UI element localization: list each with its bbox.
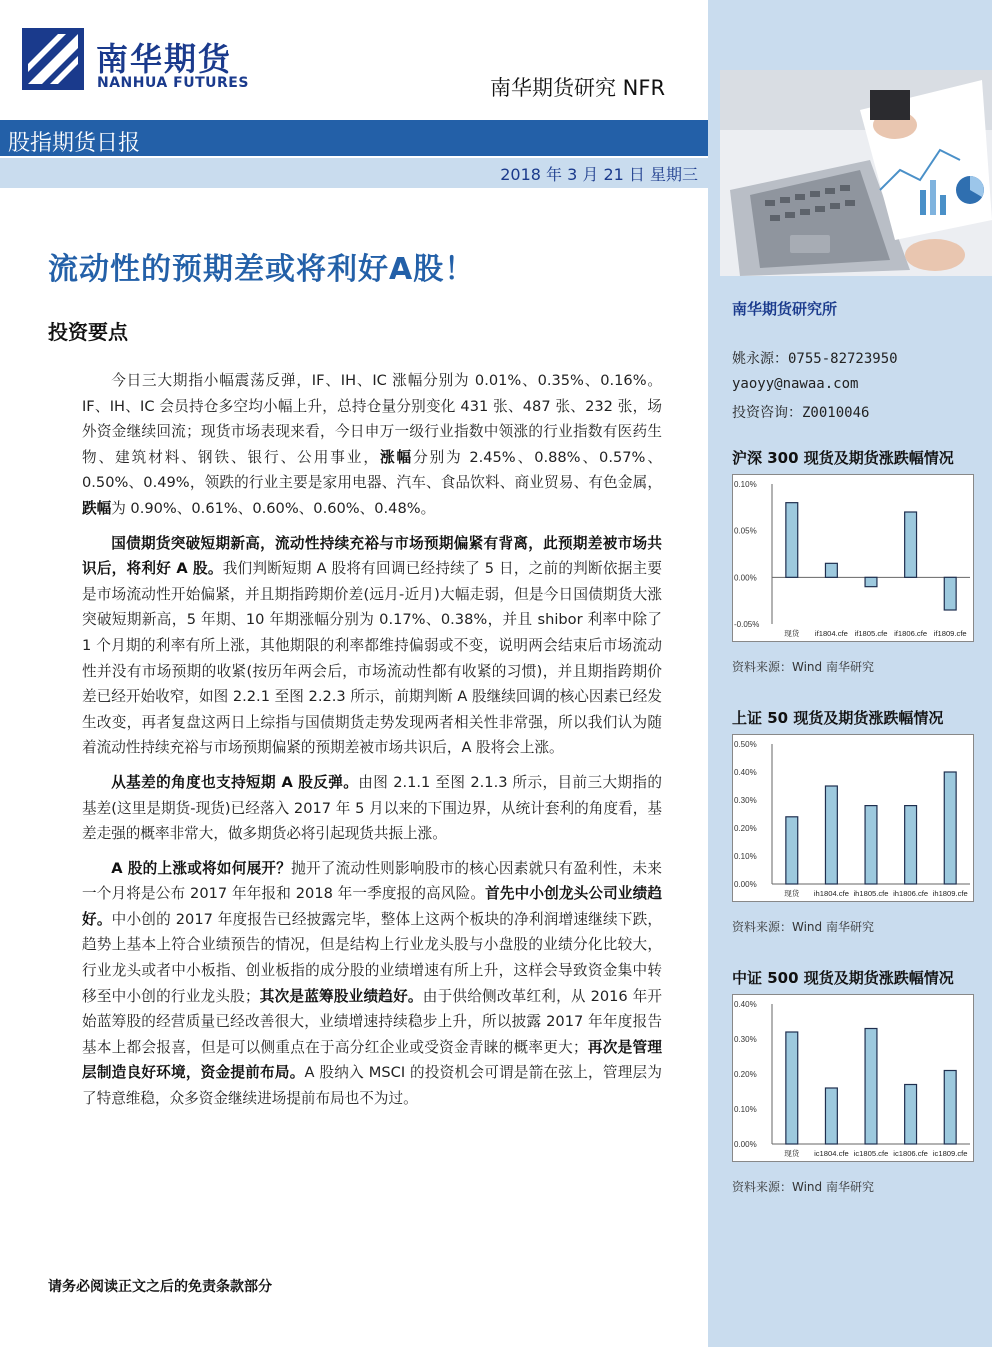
- brand-name-cn: 南华期货: [96, 40, 233, 78]
- chart-hs300: [732, 474, 974, 642]
- y-tick-label: 0.10%: [734, 480, 757, 489]
- bar: [865, 806, 877, 884]
- disclaimer: 请务必阅读正文之后的免责条款部分: [48, 1279, 272, 1295]
- bar: [786, 1032, 798, 1144]
- x-tick-label: ic1804.cfe: [814, 1149, 849, 1158]
- bar: [825, 563, 837, 577]
- headline: 流动性的预期差或将利好A股！: [48, 252, 476, 287]
- bar: [905, 806, 917, 884]
- hero-photo: [720, 70, 992, 276]
- y-tick-label: 0.40%: [734, 1000, 757, 1009]
- y-tick-label: 0.05%: [734, 526, 757, 536]
- x-tick-label: ih1804.cfe: [813, 889, 849, 898]
- chart-sz50: [732, 734, 974, 902]
- chart-title: 上证 50 现货及期货涨跌幅情况: [732, 709, 944, 727]
- paragraph: 国债期货突破短期新高，流动性持续充裕与市场预期偏紧有背离，此预期差被市场共识后，将利好 A 股。我们判断短期 A 股将有回调已经持续了 5 日，之前的判断依据主要是市场流动性开始偏紧，并且期指跨期价差(远月-近月)大幅走弱，但是今日国债期货大涨突破短期新高，5 年期、10 年期涨幅分别为 0.17%、0.38%，并且 shibor 利率中除了 1 个月期的利率有所上涨，其他期限的利率都维持偏弱或不变，说明两会结束后市场流动性并没有市场预期的收紧(按历年两会后，市场流动性都有收紧的习惯)，并且期指跨期价差已经开始收窄，如图 2.2.1 至图 2.2.3 所示，前期判断 A 股继续回调的核心因素已经发生改变，再者复盘这两日上综指与国债期货走势发现两者相关性非常强，所以我们认为随着流动性持续充裕与市场预期偏紧的预期差被市场共识后，A 股将会上涨。: [82, 534, 662, 757]
- y-tick-label: 0.40%: [734, 768, 757, 777]
- analyst-contact: 姚永源：0755-82723950: [732, 351, 898, 367]
- x-tick-label: ih1805.cfe: [853, 889, 889, 898]
- y-tick-label: 0.10%: [734, 852, 757, 861]
- chart-source: 资料来源：Wind 南华研究: [732, 1180, 874, 1194]
- bar: [944, 1071, 956, 1145]
- section-title: 投资要点: [48, 320, 128, 344]
- chart-title: 中证 500 现货及期货涨跌幅情况: [732, 969, 954, 987]
- y-tick-label: 0.20%: [734, 824, 757, 833]
- bar: [905, 512, 917, 577]
- x-tick-label: if1804.cfe: [814, 629, 848, 638]
- nanhua-logo-icon: [22, 28, 84, 90]
- chart-zz500: [732, 994, 974, 1162]
- x-tick-label: if1806.cfe: [894, 629, 928, 638]
- bar: [944, 577, 956, 610]
- x-tick-label: 现货: [784, 629, 800, 638]
- chart-border: [733, 995, 974, 1162]
- chart-border: [733, 475, 974, 642]
- y-tick-label: 0.30%: [734, 1035, 757, 1044]
- bar: [825, 786, 837, 884]
- bar: [786, 503, 798, 578]
- y-tick-label: 0.30%: [734, 796, 757, 805]
- y-tick-label: 0.50%: [734, 740, 757, 749]
- y-tick-label: 0.10%: [734, 1105, 757, 1114]
- bar: [865, 1029, 877, 1145]
- x-tick-label: ih1806.cfe: [893, 889, 929, 898]
- y-tick-label: 0.00%: [734, 1140, 757, 1149]
- y-tick-label: -0.05%: [734, 620, 760, 629]
- x-tick-label: if1809.cfe: [933, 629, 967, 638]
- x-tick-label: ic1805.cfe: [853, 1149, 889, 1158]
- report-body: [82, 368, 662, 1121]
- y-tick-label: 0.20%: [734, 1070, 757, 1079]
- paragraph: 今日三大期指小幅震荡反弹，IF、IH、IC 涨幅分别为 0.01%、0.35%、0.16%。IF、IH、IC 会员持仓多空均小幅上升，总持仓量分别变化 431 张、487 张、232 张，场外资金继续回流；现货市场表现来看，今日申万一级行业指数中领涨的行业指数有医药生物、建筑材料、钢铁、银行、公用事业，涨幅分别为 2.45%、0.88%、0.57%、0.50%、0.49%，领跌的行业主要是家用电器、汽车、食品饮料、商业贸易、有色金属，跌幅为 0.90%、0.61%、0.60%、0.60%、0.48%。: [82, 372, 662, 517]
- chart-title: 沪深 300 现货及期货涨跌幅情况: [732, 449, 954, 467]
- bar: [905, 1085, 917, 1145]
- paragraph: 从基差的角度也支持短期 A 股反弹。由图 2.1.1 至图 2.1.3 所示，目前三大期指的基差(这里是期货-现货)已经落入 2017 年 5 月以来的下围边界，从统计套利的角度看，基差走强的概率非常大，做多期货必将引起现货共振上涨。: [82, 773, 662, 843]
- report-type: 股指期货日报: [8, 131, 141, 156]
- chart-border: [733, 735, 974, 902]
- bar: [944, 772, 956, 884]
- chart-source: 资料来源：Wind 南华研究: [732, 920, 874, 934]
- y-tick-label: 0.00%: [734, 880, 757, 889]
- x-tick-label: ih1809.cfe: [932, 889, 968, 898]
- analyst-email: yaoyy@nawaa.com: [732, 376, 859, 392]
- institute-name: 南华期货研究所: [732, 300, 838, 318]
- brand-name-en: NANHUA FUTURES: [97, 75, 249, 91]
- x-tick-label: ic1806.cfe: [893, 1149, 928, 1158]
- x-tick-label: 现货: [784, 889, 800, 898]
- bar: [786, 817, 798, 884]
- x-tick-label: if1805.cfe: [854, 629, 888, 638]
- bar: [865, 577, 877, 586]
- license-number: 投资咨询：Z0010046: [732, 405, 870, 421]
- paragraph: A 股的上涨或将如何展开？抛开了流动性则影响股市的核心因素就只有盈利性，未来一个月将是公布 2017 年年报和 2018 年一季度报的高风险。首先中小创龙头公司业绩趋好。中小创的 2017 年度报告已经披露完毕，整体上这两个板块的净利润增速继续下跌，趋势上基本上符合业绩预告的情况，但是结构上行业龙头股与小盘股的业绩分化比较大，行业龙头或者中小板指、创业板指的成分股的业绩增速有所上升，这样会导致资金集中转移至中小创的行业龙头股；其次是蓝筹股业绩趋好。由于供给侧改革红利，从 2016 年开始蓝筹股的经营质量已经改善很大，业绩增速持续稳步上升，所以披露 2017 年年度报告基本上都会报喜，但是可以侧重点在于高分红企业或受资金青睐的概率更大；再次是管理层制造良好环境，资金提前布局。A 股纳入 MSCI 的投资机会可谓是箭在弦上，管理层为了特意维稳，众多资金继续进场提前布局也不为过。: [82, 859, 662, 1108]
- x-tick-label: ic1809.cfe: [932, 1149, 968, 1158]
- y-tick-label: 0.00%: [734, 573, 757, 583]
- header-right-title: 南华期货研究 NFR: [490, 76, 666, 100]
- x-tick-label: 现货: [784, 1149, 800, 1158]
- report-date: 2018 年 3 月 21 日 星期三: [500, 165, 698, 184]
- bar: [825, 1088, 837, 1144]
- chart-source: 资料来源：Wind 南华研究: [732, 660, 874, 674]
